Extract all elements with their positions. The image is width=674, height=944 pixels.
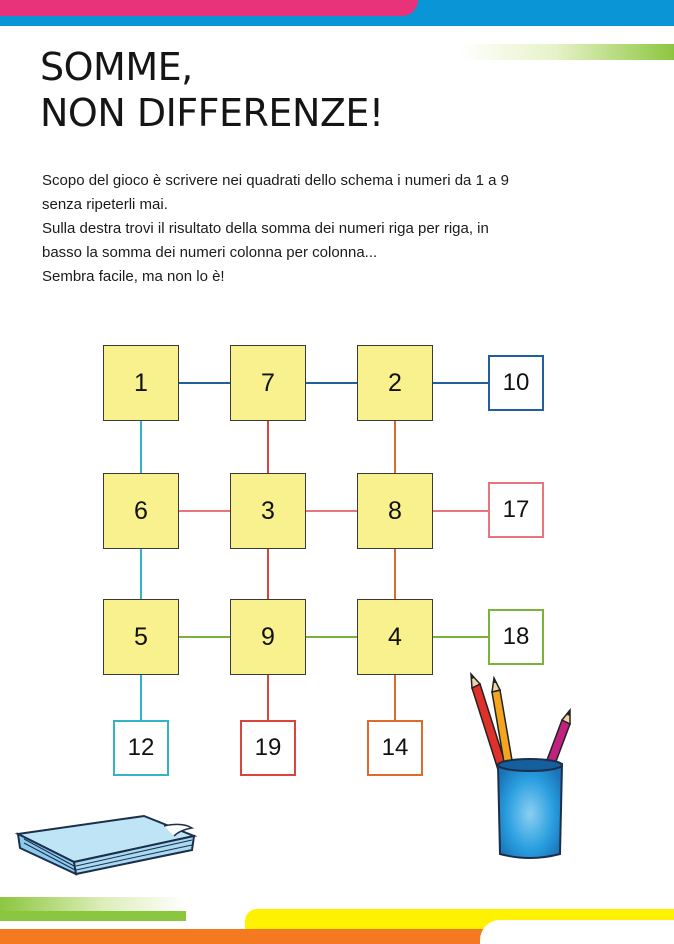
cup-icon bbox=[498, 759, 562, 858]
row-sum-box: 18 bbox=[488, 609, 544, 665]
title-line-2: NON DIFFERENZE! bbox=[40, 91, 384, 135]
grid-cell[interactable]: 5 bbox=[103, 599, 179, 675]
grid-cell[interactable]: 4 bbox=[357, 599, 433, 675]
grid-cell[interactable]: 6 bbox=[103, 473, 179, 549]
row-3-connector bbox=[179, 636, 489, 638]
top-band-pink bbox=[0, 0, 418, 16]
col-sum-box: 12 bbox=[113, 720, 169, 776]
col-2-connector bbox=[267, 421, 269, 720]
col-1-connector bbox=[140, 421, 142, 720]
instructions-text bbox=[42, 169, 602, 289]
top-green-gradient bbox=[458, 44, 674, 60]
bottom-green-gradient bbox=[0, 897, 186, 911]
row-1-connector bbox=[179, 382, 489, 384]
grid-cell[interactable]: 3 bbox=[230, 473, 306, 549]
instruction-line: senza ripeterli mai. bbox=[42, 196, 168, 213]
row-2-connector bbox=[179, 510, 489, 512]
grid-cell[interactable]: 7 bbox=[230, 345, 306, 421]
grid-cell[interactable]: 2 bbox=[357, 345, 433, 421]
grid-cell[interactable]: 9 bbox=[230, 599, 306, 675]
instruction-line: Scopo del gioco è scrivere nei quadrati dello schema i numeri da 1 a 9 bbox=[42, 172, 509, 189]
title-line-1: SOMME, bbox=[40, 45, 193, 89]
instruction-line: Sulla destra trovi il risultato della somma dei numeri riga per riga, in bbox=[42, 220, 489, 237]
notepad-illustration bbox=[14, 808, 198, 880]
bottom-band-green bbox=[0, 911, 186, 921]
row-sum-box: 10 bbox=[488, 355, 544, 411]
instruction-line: basso la somma dei numeri colonna per colonna... bbox=[42, 244, 378, 261]
instruction-line: Sembra facile, ma non lo è! bbox=[42, 268, 225, 285]
col-3-connector bbox=[394, 421, 396, 720]
row-sum-box: 17 bbox=[488, 482, 544, 538]
bottom-band-white-curve bbox=[480, 920, 674, 944]
col-sum-box: 19 bbox=[240, 720, 296, 776]
grid-cell[interactable]: 1 bbox=[103, 345, 179, 421]
page-title bbox=[40, 44, 384, 136]
pencil-cup-illustration bbox=[458, 668, 588, 864]
col-sum-box: 14 bbox=[367, 720, 423, 776]
grid-cell[interactable]: 8 bbox=[357, 473, 433, 549]
